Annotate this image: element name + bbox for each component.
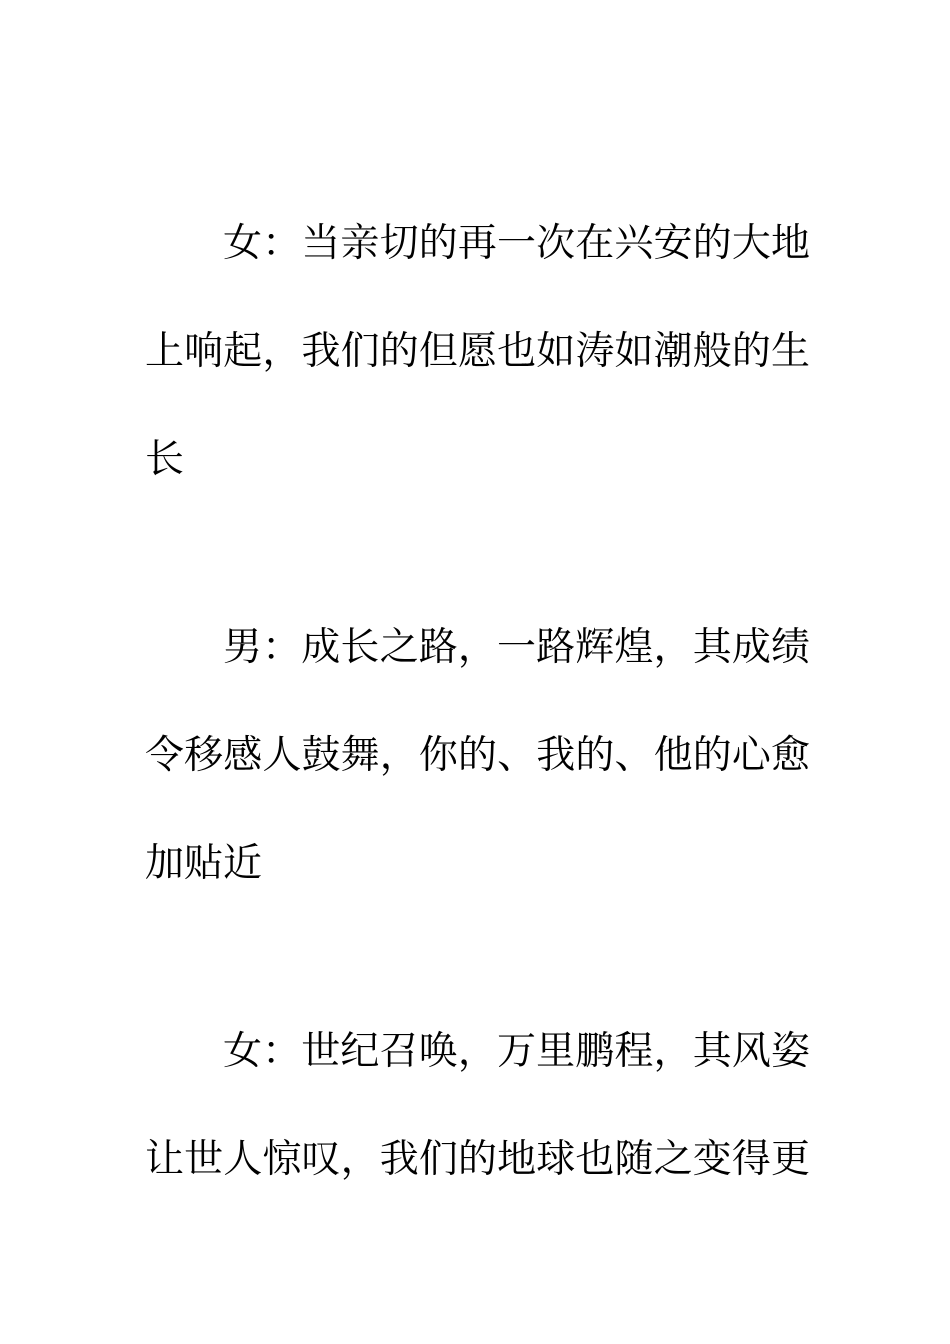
paragraph-3-line-2: 让世人惊叹，我们的地球也随之变得更 [145,1137,810,1182]
paragraph-1-line-1: 女：当亲切的再一次在兴安的大地 [223,221,810,266]
paragraph-1-line-3: 长 [145,437,185,482]
paragraph-3-line-1: 女：世纪召唤，万里鹏程，其风姿 [223,1029,810,1074]
paragraph-1-line-2: 上响起，我们的但愿也如涛如潮般的生 [145,329,810,374]
paragraph-2-line-2: 令移感人鼓舞，你的、我的、他的心愈 [145,733,810,778]
paragraph-2-line-3: 加贴近 [145,841,263,886]
paragraph-2-line-1: 男：成长之路，一路辉煌，其成绩 [223,625,810,670]
